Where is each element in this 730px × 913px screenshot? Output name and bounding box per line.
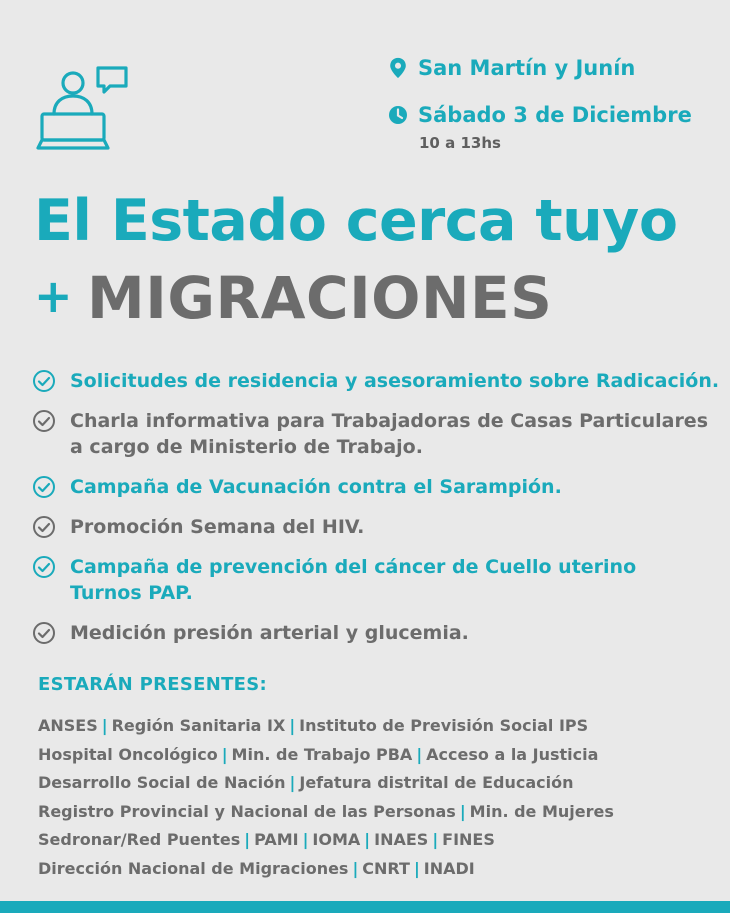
- organization-name: Min. de Trabajo PBA: [231, 744, 413, 764]
- presentes-heading: ESTARÁN PRESENTES:: [38, 674, 268, 695]
- organization-name: Hospital Oncológico: [38, 744, 218, 764]
- service-item: [32, 514, 722, 540]
- service-text: [70, 514, 364, 540]
- service-item: [32, 408, 722, 460]
- organization-name: Desarrollo Social de Nación: [38, 773, 286, 793]
- organizations-line: [38, 769, 718, 798]
- clock-icon: [388, 104, 408, 126]
- organizations-list: [38, 712, 718, 884]
- service-item: [32, 620, 722, 646]
- check-circle-icon: [32, 475, 56, 499]
- main-title: El Estado cerca tuyo: [34, 188, 678, 254]
- service-line: Solicitudes de residencia y asesoramiento sobre Radicación.: [70, 370, 720, 392]
- plus-sign: +: [34, 269, 74, 323]
- organization-name: Región Sanitaria IX: [111, 716, 286, 735]
- separator-bar: |: [364, 830, 371, 850]
- separator-bar: |: [244, 830, 251, 850]
- organization-name: INADI: [423, 858, 475, 878]
- organization-name: Instituto de Previsión Social IPS: [299, 716, 589, 735]
- service-text: [70, 368, 719, 394]
- separator-bar: |: [289, 716, 296, 735]
- separator-bar: |: [432, 830, 439, 850]
- check-circle-icon: [32, 515, 56, 539]
- check-circle-icon: [32, 621, 56, 645]
- service-line: a cargo de Ministerio de Trabajo.: [70, 436, 423, 458]
- organization-name: INAES: [374, 830, 429, 850]
- service-line: Promoción Semana del HIV.: [70, 516, 365, 538]
- check-circle-icon: [32, 369, 56, 393]
- separator-bar: |: [459, 801, 466, 821]
- service-line: Campaña de Vacunación contra el Sarampión.: [70, 476, 562, 498]
- service-line: Campaña de prevención del cáncer de Cuello uterino: [70, 556, 637, 578]
- organization-name: Acceso a la Justicia: [426, 744, 599, 764]
- service-text: [70, 554, 636, 606]
- separator-bar: |: [289, 773, 296, 793]
- service-item: [32, 554, 722, 606]
- service-text: [70, 474, 562, 500]
- organization-name: IOMA: [312, 830, 361, 850]
- location-pin-icon: [388, 57, 408, 79]
- separator-bar: |: [302, 830, 309, 850]
- service-line: Medición presión arterial y glucemia.: [70, 622, 469, 644]
- organization-name: Jefatura distrital de Educación: [299, 773, 574, 793]
- organization-name: CNRT: [362, 858, 410, 878]
- organization-name: PAMI: [254, 830, 299, 850]
- bottom-accent-bar: [0, 901, 730, 913]
- organizations-line: [38, 741, 718, 770]
- services-list: [32, 368, 722, 660]
- date-text: Sábado 3 de Diciembre: [418, 103, 692, 127]
- separator-bar: |: [221, 744, 228, 764]
- service-text: [70, 620, 469, 646]
- separator-bar: |: [416, 744, 423, 764]
- separator-bar: |: [352, 858, 359, 878]
- service-text: [70, 408, 708, 460]
- check-circle-icon: [32, 409, 56, 433]
- subtitle: [34, 264, 552, 332]
- organizations-line: [38, 798, 718, 827]
- time-text: 10 a 13hs: [419, 134, 501, 152]
- service-line: Turnos PAP.: [70, 582, 193, 604]
- person-at-laptop-chat-icon: [36, 62, 132, 158]
- migraciones-title: MIGRACIONES: [87, 264, 553, 332]
- location-text: San Martín y Junín: [418, 56, 636, 80]
- organizations-line: [38, 855, 718, 884]
- organization-name: ANSES: [38, 716, 98, 735]
- organization-name: Sedronar/Red Puentes: [38, 830, 241, 850]
- check-circle-icon: [32, 555, 56, 579]
- separator-bar: |: [413, 858, 420, 878]
- date-row: [388, 103, 692, 127]
- location-row: [388, 56, 635, 80]
- organizations-line: [38, 826, 718, 855]
- organization-name: FINES: [442, 830, 495, 850]
- organizations-line: [38, 712, 718, 741]
- organization-name: Dirección Nacional de Migraciones: [38, 858, 349, 878]
- service-item: [32, 368, 722, 394]
- service-line: Charla informativa para Trabajadoras de Casas Particulares: [70, 410, 709, 432]
- organization-name: Min. de Mujeres: [469, 801, 614, 821]
- service-item: [32, 474, 722, 500]
- organization-name: Registro Provincial y Nacional de las Personas: [38, 801, 456, 821]
- separator-bar: |: [101, 716, 108, 735]
